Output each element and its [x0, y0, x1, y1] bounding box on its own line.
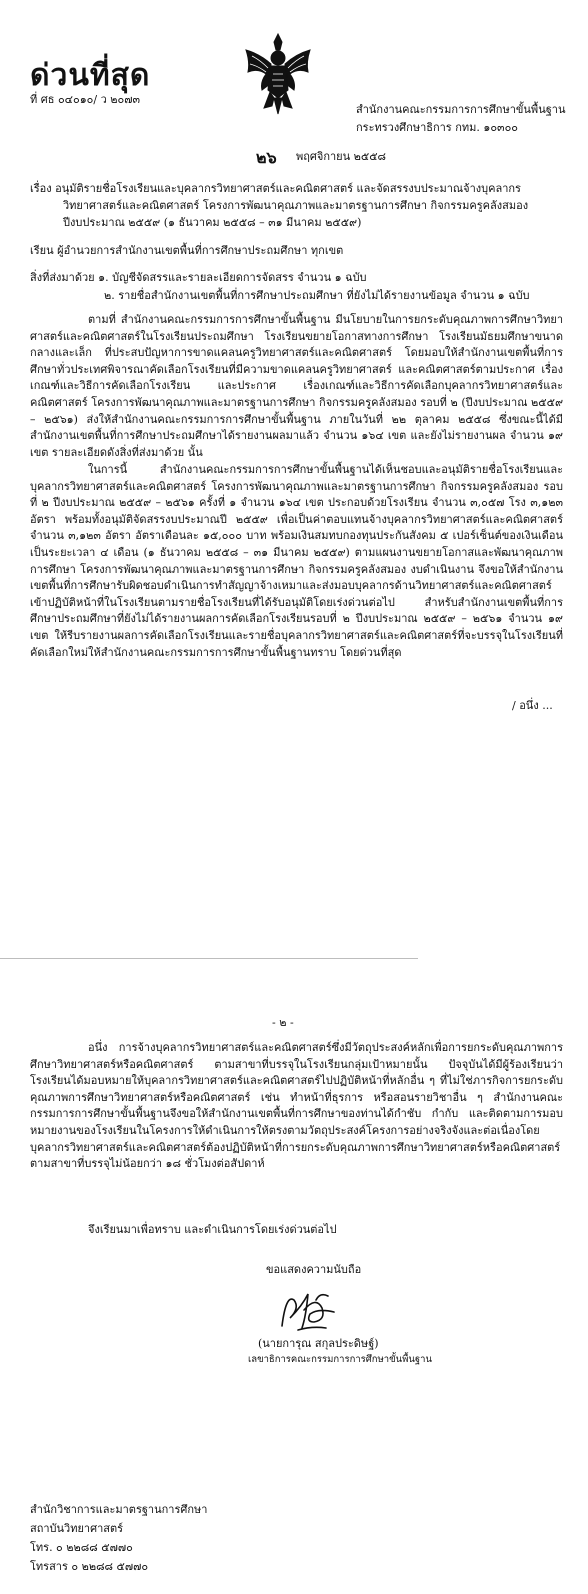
enclosure-1: สิ่งที่ส่งมาด้วย ๑. บัญชีจัดสรรและรายละเอียดการจัดสรร จำนวน ๑ ฉบับ [30, 271, 367, 284]
continued-marker: / อนึ่ง ... [512, 699, 553, 712]
date-month-year: พฤศจิกายน ๒๕๕๘ [296, 150, 387, 163]
contact-phone: โทร. ๐ ๒๒๘๘ ๕๗๗๐ [30, 1541, 133, 1554]
paragraph-3: อนึ่ง การจ้างบุคลากรวิทยาศาสตร์และคณิตศาสตร์ซึ่งมีวัตถุประสงค์หลักเพื่อการยกระดับคุณภาพการศึกษาวิทยาศาสตร์หรือคณิตศาสตร์ ตามสาขาที่บรรจุในโรงเรียนกลุ่มเป้าหมายนั้น ปัจจุบันได้มีผู้ร้องเรียนว่าโรงเรียนได้มอบหมายให้บุคลากรวิทยาศาสตร์และคณิตศาสตร์ไปปฏิบัติหน้าที่หลักอื่น ๆ ที่ไม่ใช่ภารกิจการยกระดับคุณภาพการศึกษาวิทยาศาสตร์หรือคณิตศาสตร์ เช่น ทำหน้าที่ธุรการ หรือสอนรายวิชาอื่น ๆ สำนักงานคณะกรรมการการศึกษาขั้นพื้นฐานจึงขอให้สำนักงานเขตพื้นที่การศึกษาของท่านได้กำชับ กำกับ และติดตามการมอบหมายงานของโรงเรียนในโครงการให้ดำเนินการให้ตรงตามวัตถุประสงค์โครงการอย่างจริงจังและต่อเนื่องโดยบุคลากรวิทยาศาสตร์และคณิตศาสตร์ต้องปฏิบัติหน้าที่การยกระดับคุณภาพการศึกษาวิทยาศาสตร์หรือคณิตศาสตร์ตามสาขาที่บรรจุไม่น้อยกว่า ๑๘ ชั่วโมงต่อสัปดาห์ [30, 1041, 563, 1171]
agency-address: กระทรวงศึกษาธิการ กทม. ๑๐๓๐๐ [356, 121, 519, 134]
garuda-emblem-icon [240, 28, 316, 118]
contact-fax: โทรสาร ๐ ๒๒๘๘ ๕๗๗๐ [30, 1560, 149, 1573]
handwritten-signature [276, 1286, 346, 1336]
signer-title: เลขาธิการคณะกรรมการการศึกษาขั้นพื้นฐาน [248, 1354, 432, 1365]
closing-salutation: ขอแสดงความนับถือ [266, 1263, 362, 1276]
paragraph-1: ตามที่ สำนักงานคณะกรรมการการศึกษาขั้นพื้นฐาน มีนโยบายในการยกระดับคุณภาพการศึกษาวิทยาศาสตร์และคณิตศาสตร์ในโรงเรียนประถมศึกษา โรงเรียนขยายโอกาสทางการศึกษา โรงเรียนมัธยมศึกษาขนาดกลางและเล็ก ที่ประสบปัญหาการขาดแคลนครูวิทยาศาสตร์และคณิตศาสตร์ โดยมอบให้สำนักงานเขตพื้นที่การศึกษาทั่วประเทศพิจารณาคัดเลือกโรงเรียนที่มีความขาดแคลนครูวิทยาศาสตร์ และคณิตศาสตร์ตามประกาศ เรื่อง เกณฑ์และวิธีการคัดเลือกโรงเรียน และประกาศ เรื่องเกณฑ์และวิธีการคัดเลือกบุคลากรวิทยาศาสตร์และคณิตศาสตร์ โครงการพัฒนาคุณภาพและมาตรฐานการศึกษา กิจกรรมครูคลังสมอง รอบที่ ๒ (ปีงบประมาณ ๒๕๕๙ – ๒๕๖๑) ส่งให้สำนักงานคณะกรรมการการศึกษาขั้นพื้นฐาน ภายในวันที่ ๒๒ ตุลาคม ๒๕๕๘ ซึ่งขณะนี้ได้มีสำนักงานเขตพื้นที่การศึกษาประถมศึกษาได้รายงานผลมาแล้ว จำนวน ๑๖๔ เขต และยังไม่รายงานผล จำนวน ๑๙ เขต รายละเอียดดังสิ่งที่ส่งมาด้วย นั้น [30, 313, 563, 459]
page-number: - ๒ - [272, 1016, 294, 1029]
urgency-stamp: ด่วนที่สุด [30, 58, 151, 93]
recipient: เรียน ผู้อำนวยการสำนักงานเขตพื้นที่การศึกษาประถมศึกษา ทุกเขต [30, 244, 344, 257]
agency-name: สำนักงานคณะกรรมการการศึกษาขั้นพื้นฐาน [356, 103, 566, 116]
contact-office: สำนักวิชาการและมาตรฐานการศึกษา [30, 1503, 208, 1516]
contact-institute: สถาบันวิทยาศาสตร์ [30, 1522, 124, 1535]
subject-line-2: วิทยาศาสตร์และคณิตศาสตร์ โครงการพัฒนาคุณภาพและมาตรฐานการศึกษา กิจกรรมครูคลังสมอง [63, 199, 529, 212]
signer-name: (นายการุณ สกุลประดิษฐ์) [258, 1337, 379, 1350]
closing-request: จึงเรียนมาเพื่อทราบ และดำเนินการโดยเร่งด่วนต่อไป [88, 1223, 337, 1236]
enclosure-2: ๒. รายชื่อสำนักงานเขตพื้นที่การศึกษาประถมศึกษา ที่ยังไม่ได้รายงานข้อมูล จำนวน ๑ ฉบับ [104, 289, 530, 302]
date-day: ๒๖ [256, 148, 277, 167]
subject-line-1: เรื่อง อนุมัติรายชื่อโรงเรียนและบุคลากรวิทยาศาสตร์และคณิตศาสตร์ และจัดสรรงบประมาณจ้างบุคลากร [30, 182, 521, 195]
paragraph-2: ในการนี้ สำนักงานคณะกรรมการการศึกษาขั้นพื้นฐานได้เห็นชอบและอนุมัติรายชื่อโรงเรียนและบุคลากรวิทยาศาสตร์และคณิตศาสตร์ โครงการพัฒนาคุณภาพและมาตรฐานการศึกษา กิจกรรมครูคลังสมอง รอบที่ ๒ ปีงบประมาณ ๒๕๕๙ – ๒๕๖๑ ครั้งที่ ๑ จำนวน ๑๖๔ เขต ประกอบด้วยโรงเรียน จำนวน ๓,๐๕๗ โรง ๓,๑๒๓ อัตรา พร้อมทั้งอนุมัติจัดสรรงบประมาณปี ๒๕๕๙ เพื่อเป็นค่าตอบแทนจ้างบุคลากรวิทยาศาสตร์และคณิตศาสตร์ จำนวน ๓,๑๒๓ อัตรา อัตราเดือนละ ๑๕,๐๐๐ บาท พร้อมเงินสมทบกองทุนประกันสังคม ๕ เปอร์เซ็นต์ของเงินเดือน เป็นระยะเวลา ๔ เดือน (๑ ธันวาคม ๒๕๕๘ – ๓๑ มีนาคม ๒๕๕๙) ตามแผนงานขยายโอกาสและพัฒนาคุณภาพการศึกษา โครงการพัฒนาคุณภาพและมาตรฐานการศึกษา กิจกรรมครูคลังสมอง งบดำเนินงาน จึงขอให้สำนักงานเขตพื้นที่การศึกษารับผิดชอบดำเนินการทำสัญญาจ้างเหมาและส่งมอบบุคลากรด้านวิทยาศาสตร์และคณิตศาสตร์เข้าปฏิบัติหน้าที่ในโรงเรียนตามรายชื่อโรงเรียนที่ได้รับอนุมัติโดยเร่งด่วนต่อไป สำหรับสำนักงานเขตพื้นที่การศึกษาประถมศึกษาที่ยังไม่ได้รายงานผลการคัดเลือกโรงเรียนรอบที่ ๒ ปีงบประมาณ ๒๕๕๙ – ๒๕๖๑ จำนวน ๑๙ เขต ให้รีบรายงานผลการคัดเลือกโรงเรียนและรายชื่อบุคลากรวิทยาศาสตร์และคณิตศาสตร์ที่จะบรรจุในโรงเรียนที่คัดเลือกใหม่ให้สำนักงานคณะกรรมการการศึกษาขั้นพื้นฐานทราบ โดยด่วนที่สุด [30, 463, 563, 659]
document-number: ที่ ศธ ๐๔๐๑๐/ ว ๒๐๗๓ [30, 93, 141, 106]
page-separator [0, 958, 418, 959]
subject-line-3: ปีงบประมาณ ๒๕๕๙ (๑ ธันวาคม ๒๕๕๘ – ๓๑ มีนาคม ๒๕๕๙) [63, 216, 362, 229]
